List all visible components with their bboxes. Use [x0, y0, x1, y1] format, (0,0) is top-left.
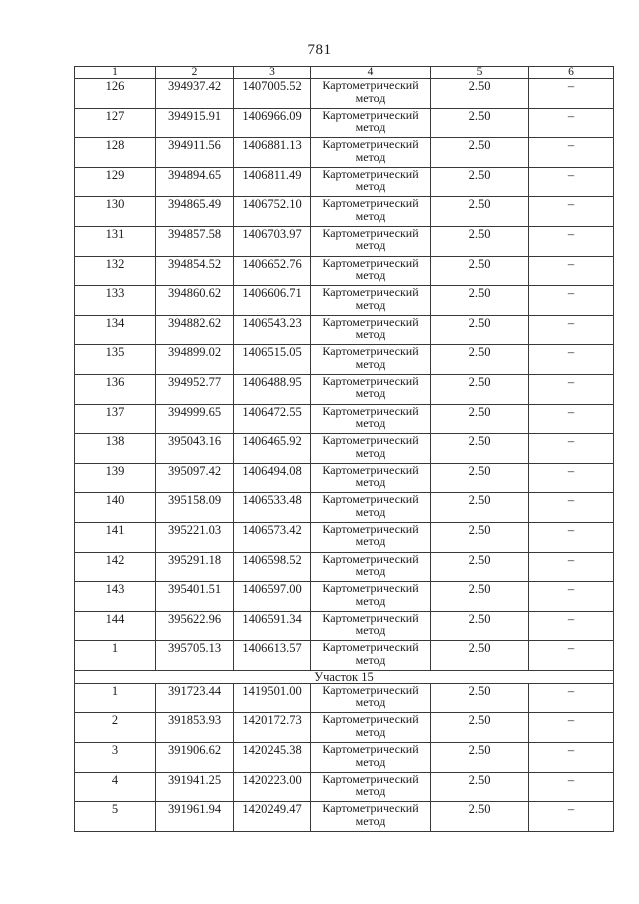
table-row	[75, 434, 614, 464]
note-cell: –	[529, 552, 614, 582]
x-coordinate-cell: 391723.44	[156, 683, 234, 713]
table-row	[75, 802, 614, 832]
note-cell: –	[529, 434, 614, 464]
y-coordinate-cell: 1420223.00	[234, 772, 311, 802]
y-coordinate-cell: 1406573.42	[234, 522, 311, 552]
accuracy-cell: 2.50	[431, 226, 529, 256]
accuracy-cell: 2.50	[431, 611, 529, 641]
method-cell: Картометрический метод	[311, 641, 431, 671]
note-cell: –	[529, 404, 614, 434]
x-coordinate-cell: 394952.77	[156, 374, 234, 404]
note-cell: –	[529, 743, 614, 773]
method-cell: Картометрический метод	[311, 108, 431, 138]
table-row	[75, 493, 614, 523]
y-coordinate-cell: 1406488.95	[234, 374, 311, 404]
note-cell: –	[529, 315, 614, 345]
method-cell: Картометрический метод	[311, 345, 431, 375]
y-coordinate-cell: 1406703.97	[234, 226, 311, 256]
column-header: 3	[234, 67, 311, 79]
method-cell: Картометрический метод	[311, 713, 431, 743]
column-header: 6	[529, 67, 614, 79]
y-coordinate-cell: 1406598.52	[234, 552, 311, 582]
table-body	[75, 79, 614, 832]
x-coordinate-cell: 394857.58	[156, 226, 234, 256]
x-coordinate-cell: 395401.51	[156, 582, 234, 612]
method-cell: Картометрический метод	[311, 315, 431, 345]
x-coordinate-cell: 391906.62	[156, 743, 234, 773]
accuracy-cell: 2.50	[431, 463, 529, 493]
method-cell: Картометрический метод	[311, 552, 431, 582]
accuracy-cell: 2.50	[431, 315, 529, 345]
method-cell: Картометрический метод	[311, 434, 431, 464]
y-coordinate-cell: 1420249.47	[234, 802, 311, 832]
x-coordinate-cell: 395043.16	[156, 434, 234, 464]
point-number-cell: 5	[75, 802, 156, 832]
x-coordinate-cell: 395221.03	[156, 522, 234, 552]
point-number-cell: 2	[75, 713, 156, 743]
note-cell: –	[529, 611, 614, 641]
accuracy-cell: 2.50	[431, 434, 529, 464]
accuracy-cell: 2.50	[431, 641, 529, 671]
table-row	[75, 683, 614, 713]
table-row	[75, 611, 614, 641]
note-cell: –	[529, 493, 614, 523]
point-number-cell: 132	[75, 256, 156, 286]
y-coordinate-cell: 1406597.00	[234, 582, 311, 612]
y-coordinate-cell: 1406494.08	[234, 463, 311, 493]
table-row	[75, 79, 614, 109]
x-coordinate-cell: 395622.96	[156, 611, 234, 641]
column-header: 1	[75, 67, 156, 79]
x-coordinate-cell: 391941.25	[156, 772, 234, 802]
accuracy-cell: 2.50	[431, 286, 529, 316]
method-cell: Картометрический метод	[311, 256, 431, 286]
x-coordinate-cell: 394911.56	[156, 138, 234, 168]
note-cell: –	[529, 167, 614, 197]
accuracy-cell: 2.50	[431, 522, 529, 552]
x-coordinate-cell: 395158.09	[156, 493, 234, 523]
table-row	[75, 743, 614, 773]
coordinates-table	[74, 66, 614, 832]
table-row	[75, 582, 614, 612]
note-cell: –	[529, 641, 614, 671]
accuracy-cell: 2.50	[431, 374, 529, 404]
note-cell: –	[529, 138, 614, 168]
note-cell: –	[529, 345, 614, 375]
accuracy-cell: 2.50	[431, 743, 529, 773]
point-number-cell: 138	[75, 434, 156, 464]
table-row	[75, 345, 614, 375]
point-number-cell: 131	[75, 226, 156, 256]
note-cell: –	[529, 582, 614, 612]
method-cell: Картометрический метод	[311, 582, 431, 612]
method-cell: Картометрический метод	[311, 493, 431, 523]
accuracy-cell: 2.50	[431, 404, 529, 434]
x-coordinate-cell: 391853.93	[156, 713, 234, 743]
point-number-cell: 143	[75, 582, 156, 612]
x-coordinate-cell: 394894.65	[156, 167, 234, 197]
table-row	[75, 197, 614, 227]
point-number-cell: 144	[75, 611, 156, 641]
x-coordinate-cell: 394899.02	[156, 345, 234, 375]
accuracy-cell: 2.50	[431, 345, 529, 375]
table-row	[75, 286, 614, 316]
y-coordinate-cell: 1406811.49	[234, 167, 311, 197]
y-coordinate-cell: 1406613.57	[234, 641, 311, 671]
column-header: 2	[156, 67, 234, 79]
x-coordinate-cell: 394937.42	[156, 79, 234, 109]
note-cell: –	[529, 286, 614, 316]
point-number-cell: 4	[75, 772, 156, 802]
x-coordinate-cell: 394860.62	[156, 286, 234, 316]
method-cell: Картометрический метод	[311, 226, 431, 256]
table-row	[75, 226, 614, 256]
table-row	[75, 713, 614, 743]
method-cell: Картометрический метод	[311, 611, 431, 641]
table-row	[75, 256, 614, 286]
point-number-cell: 142	[75, 552, 156, 582]
y-coordinate-cell: 1406591.34	[234, 611, 311, 641]
accuracy-cell: 2.50	[431, 802, 529, 832]
method-cell: Картометрический метод	[311, 286, 431, 316]
note-cell: –	[529, 522, 614, 552]
x-coordinate-cell: 394865.49	[156, 197, 234, 227]
method-cell: Картометрический метод	[311, 743, 431, 773]
table-row	[75, 404, 614, 434]
column-header: 4	[311, 67, 431, 79]
point-number-cell: 140	[75, 493, 156, 523]
point-number-cell: 136	[75, 374, 156, 404]
note-cell: –	[529, 256, 614, 286]
section-label: Участок 15	[75, 670, 614, 683]
accuracy-cell: 2.50	[431, 552, 529, 582]
method-cell: Картометрический метод	[311, 683, 431, 713]
y-coordinate-cell: 1420245.38	[234, 743, 311, 773]
point-number-cell: 137	[75, 404, 156, 434]
accuracy-cell: 2.50	[431, 138, 529, 168]
table-row	[75, 167, 614, 197]
point-number-cell: 134	[75, 315, 156, 345]
note-cell: –	[529, 713, 614, 743]
accuracy-cell: 2.50	[431, 713, 529, 743]
table-row	[75, 138, 614, 168]
accuracy-cell: 2.50	[431, 108, 529, 138]
method-cell: Картометрический метод	[311, 79, 431, 109]
note-cell: –	[529, 374, 614, 404]
method-cell: Картометрический метод	[311, 522, 431, 552]
note-cell: –	[529, 108, 614, 138]
table-row	[75, 374, 614, 404]
point-number-cell: 139	[75, 463, 156, 493]
y-coordinate-cell: 1419501.00	[234, 683, 311, 713]
point-number-cell: 141	[75, 522, 156, 552]
x-coordinate-cell: 395291.18	[156, 552, 234, 582]
y-coordinate-cell: 1406652.76	[234, 256, 311, 286]
accuracy-cell: 2.50	[431, 79, 529, 109]
note-cell: –	[529, 463, 614, 493]
point-number-cell: 129	[75, 167, 156, 197]
note-cell: –	[529, 772, 614, 802]
accuracy-cell: 2.50	[431, 256, 529, 286]
accuracy-cell: 2.50	[431, 493, 529, 523]
note-cell: –	[529, 683, 614, 713]
method-cell: Картометрический метод	[311, 404, 431, 434]
accuracy-cell: 2.50	[431, 197, 529, 227]
point-number-cell: 126	[75, 79, 156, 109]
table-row	[75, 463, 614, 493]
method-cell: Картометрический метод	[311, 772, 431, 802]
table-row	[75, 772, 614, 802]
table-row	[75, 522, 614, 552]
accuracy-cell: 2.50	[431, 772, 529, 802]
table-header-row	[75, 67, 614, 79]
y-coordinate-cell: 1406533.48	[234, 493, 311, 523]
method-cell: Картометрический метод	[311, 802, 431, 832]
section-row	[75, 670, 614, 683]
accuracy-cell: 2.50	[431, 167, 529, 197]
point-number-cell: 133	[75, 286, 156, 316]
note-cell: –	[529, 226, 614, 256]
y-coordinate-cell: 1407005.52	[234, 79, 311, 109]
x-coordinate-cell: 394999.65	[156, 404, 234, 434]
y-coordinate-cell: 1420172.73	[234, 713, 311, 743]
table-row	[75, 315, 614, 345]
method-cell: Картометрический метод	[311, 374, 431, 404]
y-coordinate-cell: 1406543.23	[234, 315, 311, 345]
point-number-cell: 127	[75, 108, 156, 138]
x-coordinate-cell: 394882.62	[156, 315, 234, 345]
method-cell: Картометрический метод	[311, 167, 431, 197]
x-coordinate-cell: 394915.91	[156, 108, 234, 138]
x-coordinate-cell: 391961.94	[156, 802, 234, 832]
y-coordinate-cell: 1406606.71	[234, 286, 311, 316]
x-coordinate-cell: 394854.52	[156, 256, 234, 286]
point-number-cell: 1	[75, 683, 156, 713]
page-number: 781	[307, 42, 332, 58]
accuracy-cell: 2.50	[431, 582, 529, 612]
x-coordinate-cell: 395097.42	[156, 463, 234, 493]
note-cell: –	[529, 197, 614, 227]
y-coordinate-cell: 1406465.92	[234, 434, 311, 464]
table-row	[75, 641, 614, 671]
point-number-cell: 130	[75, 197, 156, 227]
y-coordinate-cell: 1406966.09	[234, 108, 311, 138]
y-coordinate-cell: 1406752.10	[234, 197, 311, 227]
y-coordinate-cell: 1406881.13	[234, 138, 311, 168]
column-header: 5	[431, 67, 529, 79]
method-cell: Картометрический метод	[311, 138, 431, 168]
note-cell: –	[529, 802, 614, 832]
y-coordinate-cell: 1406472.55	[234, 404, 311, 434]
table-row	[75, 108, 614, 138]
point-number-cell: 1	[75, 641, 156, 671]
method-cell: Картометрический метод	[311, 463, 431, 493]
accuracy-cell: 2.50	[431, 683, 529, 713]
point-number-cell: 128	[75, 138, 156, 168]
point-number-cell: 135	[75, 345, 156, 375]
y-coordinate-cell: 1406515.05	[234, 345, 311, 375]
method-cell: Картометрический метод	[311, 197, 431, 227]
table-row	[75, 552, 614, 582]
x-coordinate-cell: 395705.13	[156, 641, 234, 671]
point-number-cell: 3	[75, 743, 156, 773]
note-cell: –	[529, 79, 614, 109]
